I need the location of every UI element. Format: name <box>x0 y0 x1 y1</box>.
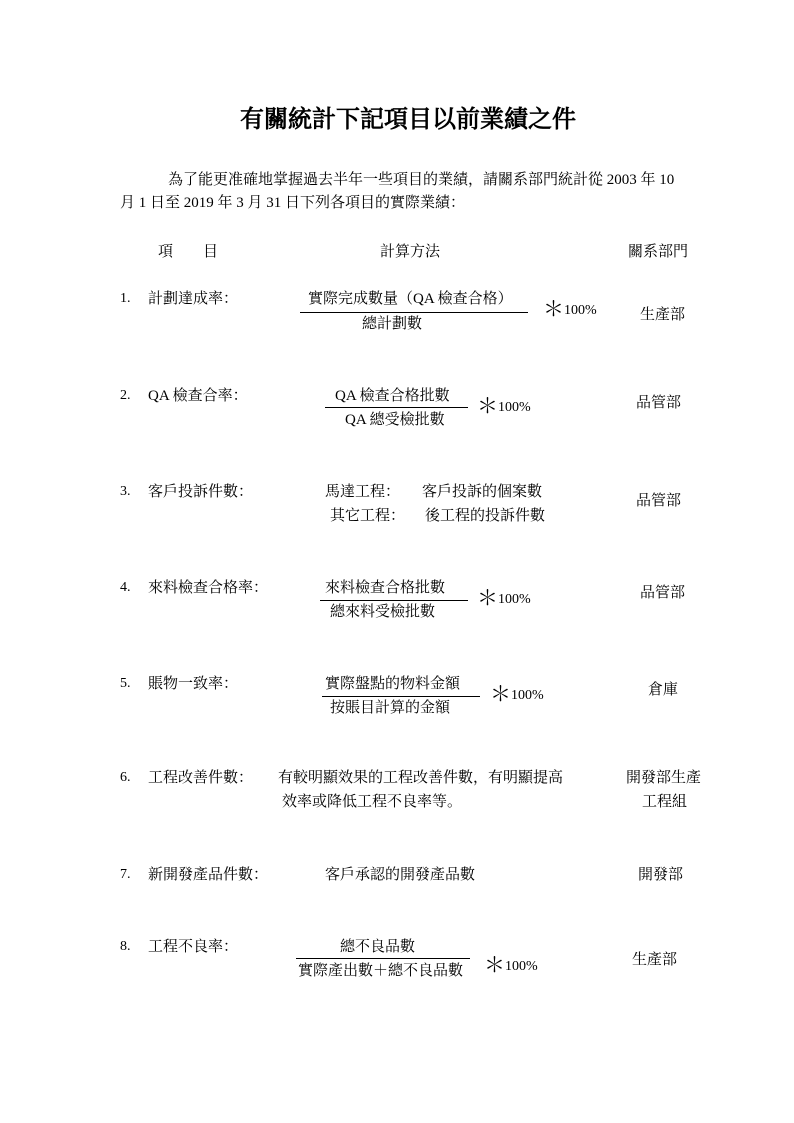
item-dept: 生產部 <box>632 952 678 968</box>
asterisk-mark: ＊ <box>477 394 498 418</box>
item-name: QA 檢查合率： <box>148 388 248 404</box>
item-name: 工程不良率： <box>148 939 239 955</box>
fraction-numerator: 實際完成數量（QA 檢查合格） <box>308 291 513 307</box>
fraction-bar <box>296 958 470 959</box>
asterisk-mark: ＊ <box>477 586 498 610</box>
fraction-numerator: 實際盤點的物料金額 <box>325 676 461 692</box>
item-number: 1. <box>120 291 131 306</box>
item-number: 6. <box>120 770 131 785</box>
method-desc: 有較明顯效果的工程改善件數，有明顯提高 <box>278 770 564 786</box>
item-name: 計劃達成率： <box>148 291 239 307</box>
item-dept: 品管部 <box>640 585 686 601</box>
method-label: 其它工程： <box>330 508 406 524</box>
method-desc: 效率或降低工程不良率等。 <box>282 794 463 810</box>
document-title: 有關統計下記項目以前業績之件 <box>240 107 576 133</box>
percent-multiplier <box>490 683 544 707</box>
item-dept: 開發部 <box>638 867 684 883</box>
item-number: 7. <box>120 867 131 882</box>
fraction-numerator: QA 檢查合格批數 <box>335 388 450 404</box>
percent-multiplier <box>484 954 538 978</box>
method-desc: 後工程的投訴件數 <box>425 508 546 524</box>
method-desc: 客戶投訴的個案數 <box>422 484 543 500</box>
fraction-bar <box>322 696 480 697</box>
percent-value: 100% <box>564 303 597 318</box>
fraction-bar <box>300 312 528 313</box>
method-label: 馬達工程： <box>325 484 401 500</box>
percent-value: 100% <box>498 592 531 607</box>
item-number: 4. <box>120 580 131 595</box>
header-item: 項 目 <box>158 244 219 260</box>
method-desc: 客戶承認的開發產品數 <box>325 867 476 883</box>
fraction-numerator: 來料檢查合格批數 <box>325 580 446 596</box>
percent-multiplier <box>477 587 531 611</box>
fraction-denominator: QA 總受檢批數 <box>345 412 445 428</box>
item-number: 2. <box>120 388 131 403</box>
item-number: 5. <box>120 676 131 691</box>
item-name: 客戶投訴件數： <box>148 484 254 500</box>
asterisk-mark: ＊ <box>490 682 511 706</box>
percent-multiplier <box>543 298 597 322</box>
item-name: 工程改善件數： <box>148 770 254 786</box>
asterisk-mark: ＊ <box>543 297 564 321</box>
intro-line-1: 為了能更准確地掌握過去半年一些項目的業績，請關系部門統計從 2003 年 10 <box>168 172 675 188</box>
item-name: 來料檢查合格率： <box>148 580 269 596</box>
fraction-bar <box>325 407 468 408</box>
item-number: 3. <box>120 484 131 499</box>
item-dept: 開發部生產 <box>626 770 702 786</box>
percent-value: 100% <box>498 400 531 415</box>
fraction-denominator: 總來料受檢批數 <box>330 604 436 620</box>
percent-multiplier <box>477 395 531 419</box>
item-dept: 品管部 <box>636 493 682 509</box>
item-name: 新開發產品件數： <box>148 867 269 883</box>
item-dept: 品管部 <box>636 395 682 411</box>
fraction-denominator: 總計劃數 <box>362 316 423 332</box>
item-number: 8. <box>120 939 131 954</box>
header-method: 計算方法 <box>380 244 441 260</box>
asterisk-mark: ＊ <box>484 953 505 977</box>
item-dept: 工程組 <box>642 794 688 810</box>
fraction-numerator: 總不良品數 <box>340 939 416 955</box>
percent-value: 100% <box>505 959 538 974</box>
percent-value: 100% <box>511 688 544 703</box>
fraction-bar <box>320 600 468 601</box>
item-dept: 倉庫 <box>648 682 679 698</box>
item-name: 賬物一致率： <box>148 676 239 692</box>
fraction-denominator: 按賬目計算的金額 <box>330 700 451 716</box>
header-dept: 關系部門 <box>628 244 689 260</box>
item-dept: 生產部 <box>640 307 686 323</box>
fraction-denominator: 實際產出數＋總不良品數 <box>298 963 464 979</box>
intro-line-2: 月 1 日至 2019 年 3 月 31 日下列各項目的實際業績： <box>120 195 466 211</box>
